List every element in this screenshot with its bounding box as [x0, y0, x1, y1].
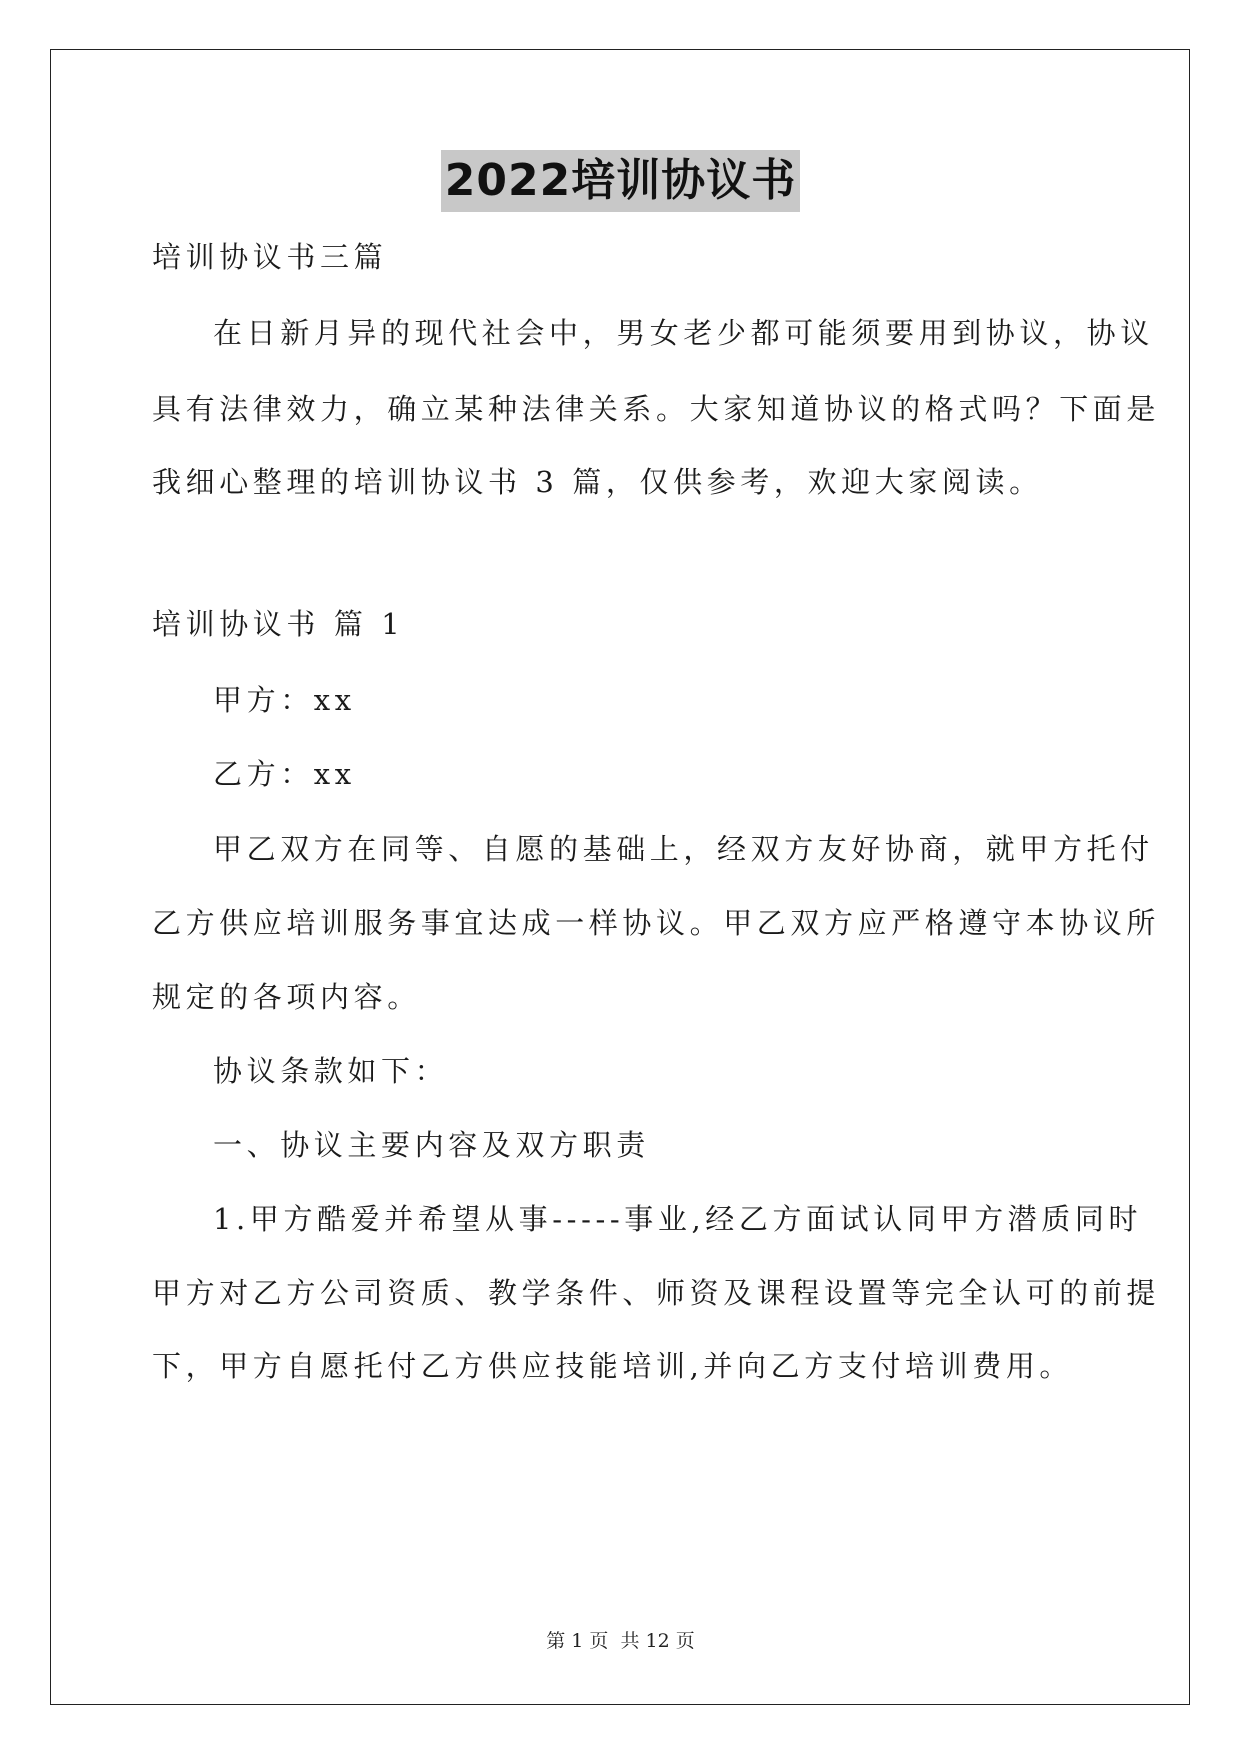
- clause-heading: 一、协议主要内容及双方职责: [213, 1128, 650, 1162]
- page-border: [50, 49, 1190, 1705]
- paragraph-line: 具有法律效力，确立某种法律关系。大家知道协议的格式吗？下面是: [152, 392, 1161, 426]
- section-heading: 培训协议书 篇 1: [152, 607, 405, 641]
- party-a-line: 甲方：xx: [213, 683, 356, 717]
- subtitle-line: 培训协议书三篇: [152, 240, 388, 274]
- paragraph-line: 甲乙双方在同等、自愿的基础上，经双方友好协商，就甲方托付: [213, 832, 1154, 866]
- paragraph-line: 1.甲方酷爱并希望从事-----事业,经乙方面试认同甲方潜质同时: [213, 1202, 1143, 1236]
- paragraph-line: 甲方对乙方公司资质、教学条件、师资及课程设置等完全认可的前提: [152, 1276, 1161, 1310]
- page-number: 第 1 页: [546, 1630, 609, 1652]
- paragraph-line: 我细心整理的培训协议书 3 篇，仅供参考，欢迎大家阅读。: [152, 465, 1043, 499]
- page-footer: [0, 1628, 1241, 1654]
- party-b-line: 乙方：xx: [213, 757, 356, 791]
- document-title: 2022培训协议书: [441, 150, 800, 212]
- clause-intro: 协议条款如下：: [213, 1054, 449, 1088]
- page-total: 共 12 页: [620, 1630, 695, 1652]
- paragraph-line: 规定的各项内容。: [152, 980, 421, 1014]
- paragraph-line: 乙方供应培训服务事宜达成一样协议。甲乙双方应严格遵守本协议所: [152, 906, 1161, 940]
- title-block: [0, 150, 1241, 212]
- paragraph-line: 下，甲方自愿托付乙方供应技能培训,并向乙方支付培训费用。: [152, 1349, 1074, 1383]
- paragraph-line: 在日新月异的现代社会中，男女老少都可能须要用到协议，协议: [213, 316, 1154, 350]
